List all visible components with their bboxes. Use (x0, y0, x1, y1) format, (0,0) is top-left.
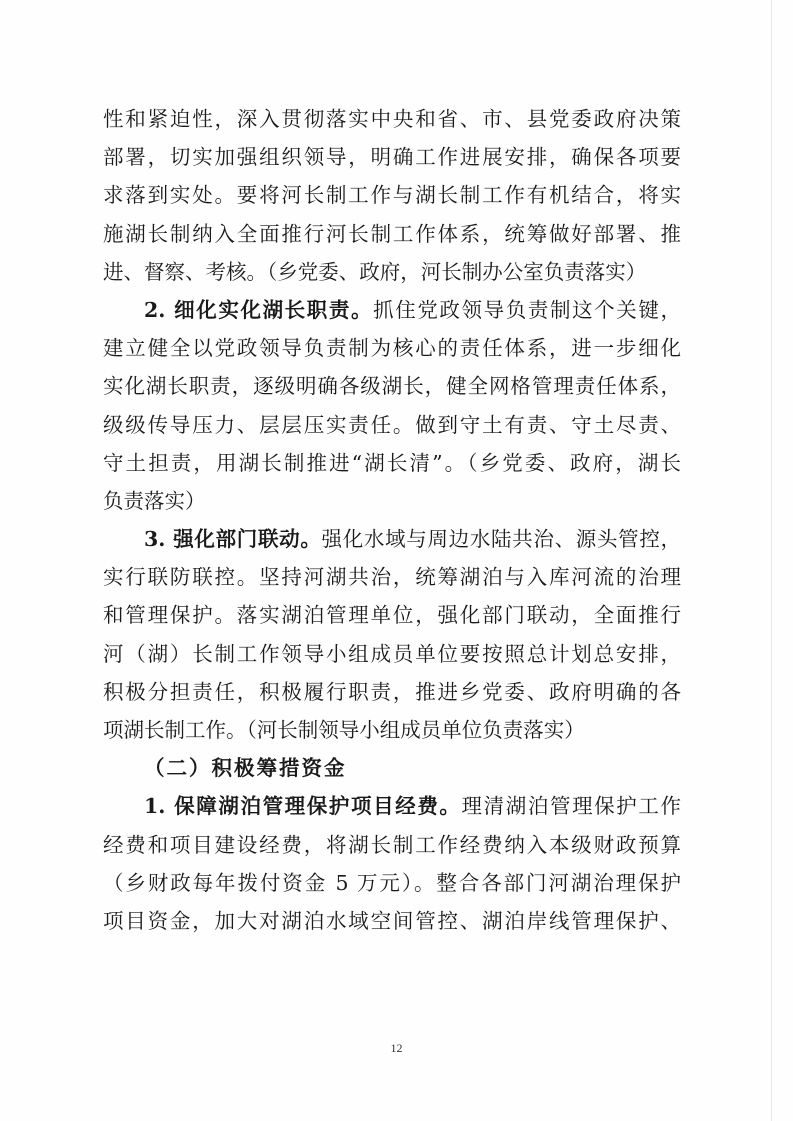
text-line: 施湖长制纳入全面推行河长制工作体系，统筹做好部署、推 (103, 221, 681, 246)
text-line: 级级传导压力、层层压实责任。做到守土有责、守土尽责、 (103, 412, 681, 437)
paragraph-lead-line (103, 520, 681, 558)
text-line: 性和紧迫性，深入贯彻落实中央和省、市、县党委政府决策 (103, 107, 681, 131)
text-line: 项目资金，加大对湖泊水域空间管控、湖泊岸线管理保护、 (103, 908, 681, 933)
text-line: 部署，切实加强组织领导，明确工作进展安排，确保各项要 (103, 145, 681, 170)
text-line: 实化湖长职责，逐级明确各级湖长，健全网格管理责任体系， (103, 374, 681, 399)
item-title: 1. 保障湖泊管理保护项目经费。 (144, 794, 462, 819)
text-line: 积极分担责任，积极履行职责，推进乡党委、政府明确的各 (103, 679, 681, 704)
paragraph-lead-line (103, 291, 681, 329)
text-line: 进、督察、考核。（乡党委、政府，河长制办公室负责落实） (103, 259, 647, 284)
text-line: （乡财政每年拨付资金 5 万元）。整合各部门河湖治理保护 (103, 870, 681, 895)
text-line: 项湖长制工作。（河长制领导小组成员单位负责落实） (103, 718, 585, 742)
item-title: 2. 细化实化湖长职责。 (144, 297, 374, 322)
page-edge-line (771, 0, 772, 1121)
body-text (103, 100, 681, 940)
text-line: 负责落实） (103, 488, 206, 513)
item-lead-text: 抓住党政领导负责制这个关键， (373, 297, 681, 322)
paragraph-lead-line (103, 787, 681, 825)
text-line: 求落到实处。要将河长制工作与湖长制工作有机结合，将实 (103, 183, 681, 208)
text-line: 守土担责，用湖长制推进“湖长清”。（乡党委、政府，湖长 (103, 450, 681, 475)
text-line: 建立健全以党政领导负责制为核心的责任体系，进一步细化 (103, 336, 681, 361)
page-number: 12 (390, 1041, 403, 1055)
item-lead-text: 强化水域与周边水陆共治、源头管控， (321, 527, 681, 552)
text-line: 和管理保护。落实湖泊管理单位，强化部门联动，全面推行 (103, 603, 681, 628)
item-lead-text: 理清湖泊管理保护工作 (461, 794, 681, 819)
text-line: 实行联防联控。坚持河湖共治，统筹湖泊与入库河流的治理 (103, 565, 681, 590)
section-heading: （二）积极筹措资金 (144, 756, 347, 781)
text-line: 经费和项目建设经费，将湖长制工作经费纳入本级财政预算 (103, 832, 681, 857)
text-line: 河（湖）长制工作领导小组成员单位要按照总计划总安排， (103, 641, 681, 666)
item-title: 3. 强化部门联动。 (144, 527, 322, 552)
